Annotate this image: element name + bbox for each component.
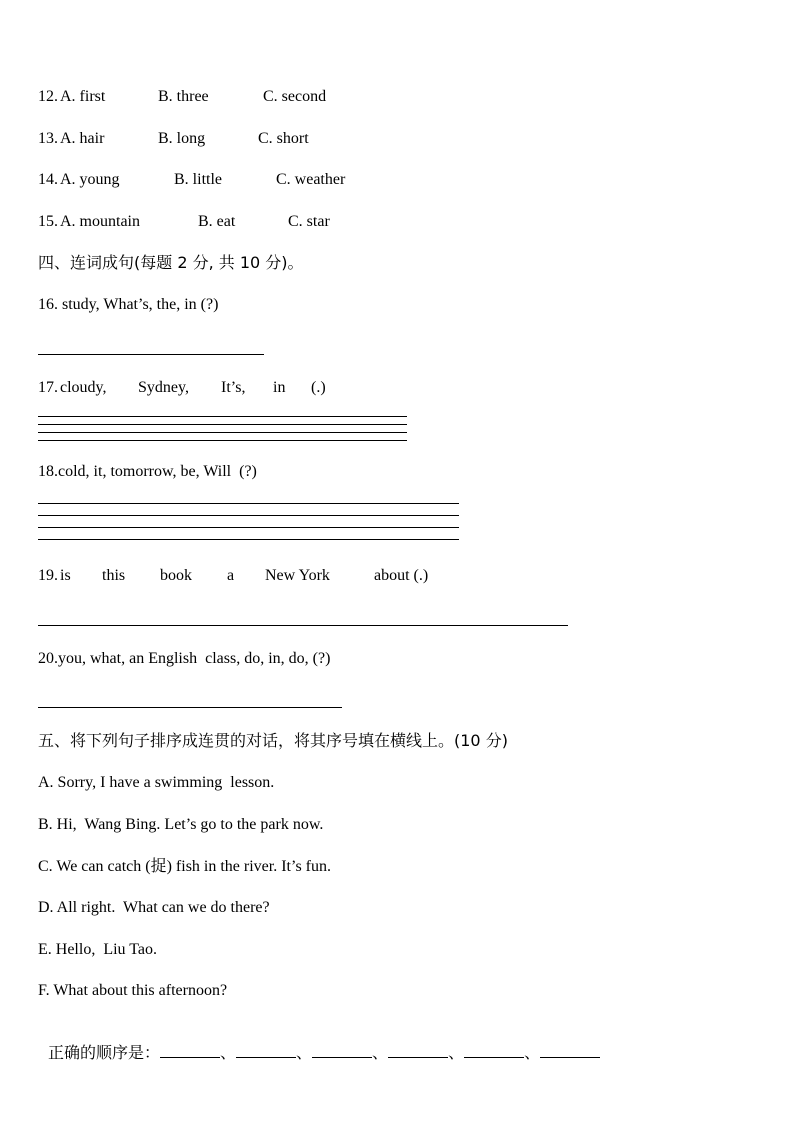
question-16: 16. study, What’s, the, in (?)	[38, 296, 219, 313]
answer-line	[38, 515, 459, 516]
option-c: C. short	[258, 130, 309, 147]
dialogue-item: C. We can catch (捉) fish in the river. It’s fun.	[38, 858, 332, 875]
word: (.)	[311, 379, 326, 396]
question-18: 18.cold, it, tomorrow, be, Will (?)	[38, 463, 257, 480]
separator: 、	[372, 1043, 389, 1062]
option-a: A. young	[60, 171, 120, 188]
question-number: 19.	[38, 567, 58, 584]
question-number: 17.	[38, 379, 58, 396]
question-15	[38, 212, 438, 232]
section-5-heading: 五、将下列句子排序成连贯的对话，将其序号填在横线上。(10 分)	[38, 731, 508, 750]
separator: 、	[296, 1043, 313, 1062]
answer-order	[40, 1023, 600, 1064]
answer-line	[38, 503, 459, 504]
answer-blank[interactable]	[464, 1043, 524, 1058]
dialogue-item: F. What about this afternoon?	[38, 982, 228, 999]
word: about (.)	[374, 567, 429, 584]
answer-line	[38, 432, 407, 433]
question-13	[38, 129, 438, 149]
answer-line	[38, 416, 407, 417]
question-number: 15.	[38, 213, 58, 230]
question-17	[38, 378, 358, 398]
option-b: B. three	[158, 88, 209, 105]
answer-blank[interactable]	[236, 1043, 296, 1058]
option-c: C. second	[263, 88, 327, 105]
option-a: A. mountain	[60, 213, 140, 230]
question-number: 13.	[38, 130, 58, 147]
answer-line	[38, 527, 459, 528]
word: Sydney,	[138, 379, 189, 396]
answer-label: 正确的顺序是：	[48, 1043, 161, 1062]
dialogue-item: A. Sorry, I have a swimming lesson.	[38, 774, 275, 791]
question-20: 20.you, what, an English class, do, in, do, (?)	[38, 650, 331, 667]
separator: 、	[448, 1043, 465, 1062]
separator: 、	[524, 1043, 541, 1062]
question-number: 14.	[38, 171, 58, 188]
word: in	[273, 379, 286, 396]
word: is	[60, 567, 71, 584]
question-number: 12.	[38, 88, 58, 105]
dialogue-item: B. Hi, Wang Bing. Let’s go to the park now.	[38, 816, 324, 833]
separator: 、	[220, 1043, 237, 1062]
word: New York	[265, 567, 330, 584]
word: this	[102, 567, 126, 584]
question-19	[38, 566, 458, 586]
answer-blank[interactable]	[312, 1043, 372, 1058]
option-a: A. first	[60, 88, 106, 105]
option-c: C. star	[288, 213, 330, 230]
dialogue-item: D. All right. What can we do there?	[38, 899, 270, 916]
answer-line	[38, 707, 342, 708]
word: It’s,	[221, 379, 246, 396]
word: cloudy,	[60, 379, 107, 396]
dialogue-item: E. Hello, Liu Tao.	[38, 941, 158, 958]
answer-line	[38, 354, 264, 355]
answer-blank[interactable]	[540, 1043, 600, 1058]
option-b: B. little	[174, 171, 222, 188]
answer-line	[38, 424, 407, 425]
answer-line	[38, 539, 459, 540]
answer-line	[38, 440, 407, 441]
answer-blank[interactable]	[388, 1043, 448, 1058]
word: a	[227, 567, 235, 584]
option-b: B. eat	[198, 213, 236, 230]
question-12	[38, 87, 438, 107]
question-14	[38, 170, 438, 190]
answer-line	[38, 625, 568, 626]
option-b: B. long	[158, 130, 206, 147]
section-4-heading: 四、连词成句(每题 2 分, 共 10 分)。	[38, 253, 304, 272]
word: book	[160, 567, 192, 584]
option-a: A. hair	[60, 130, 105, 147]
option-c: C. weather	[276, 171, 346, 188]
answer-blank[interactable]	[160, 1043, 220, 1058]
